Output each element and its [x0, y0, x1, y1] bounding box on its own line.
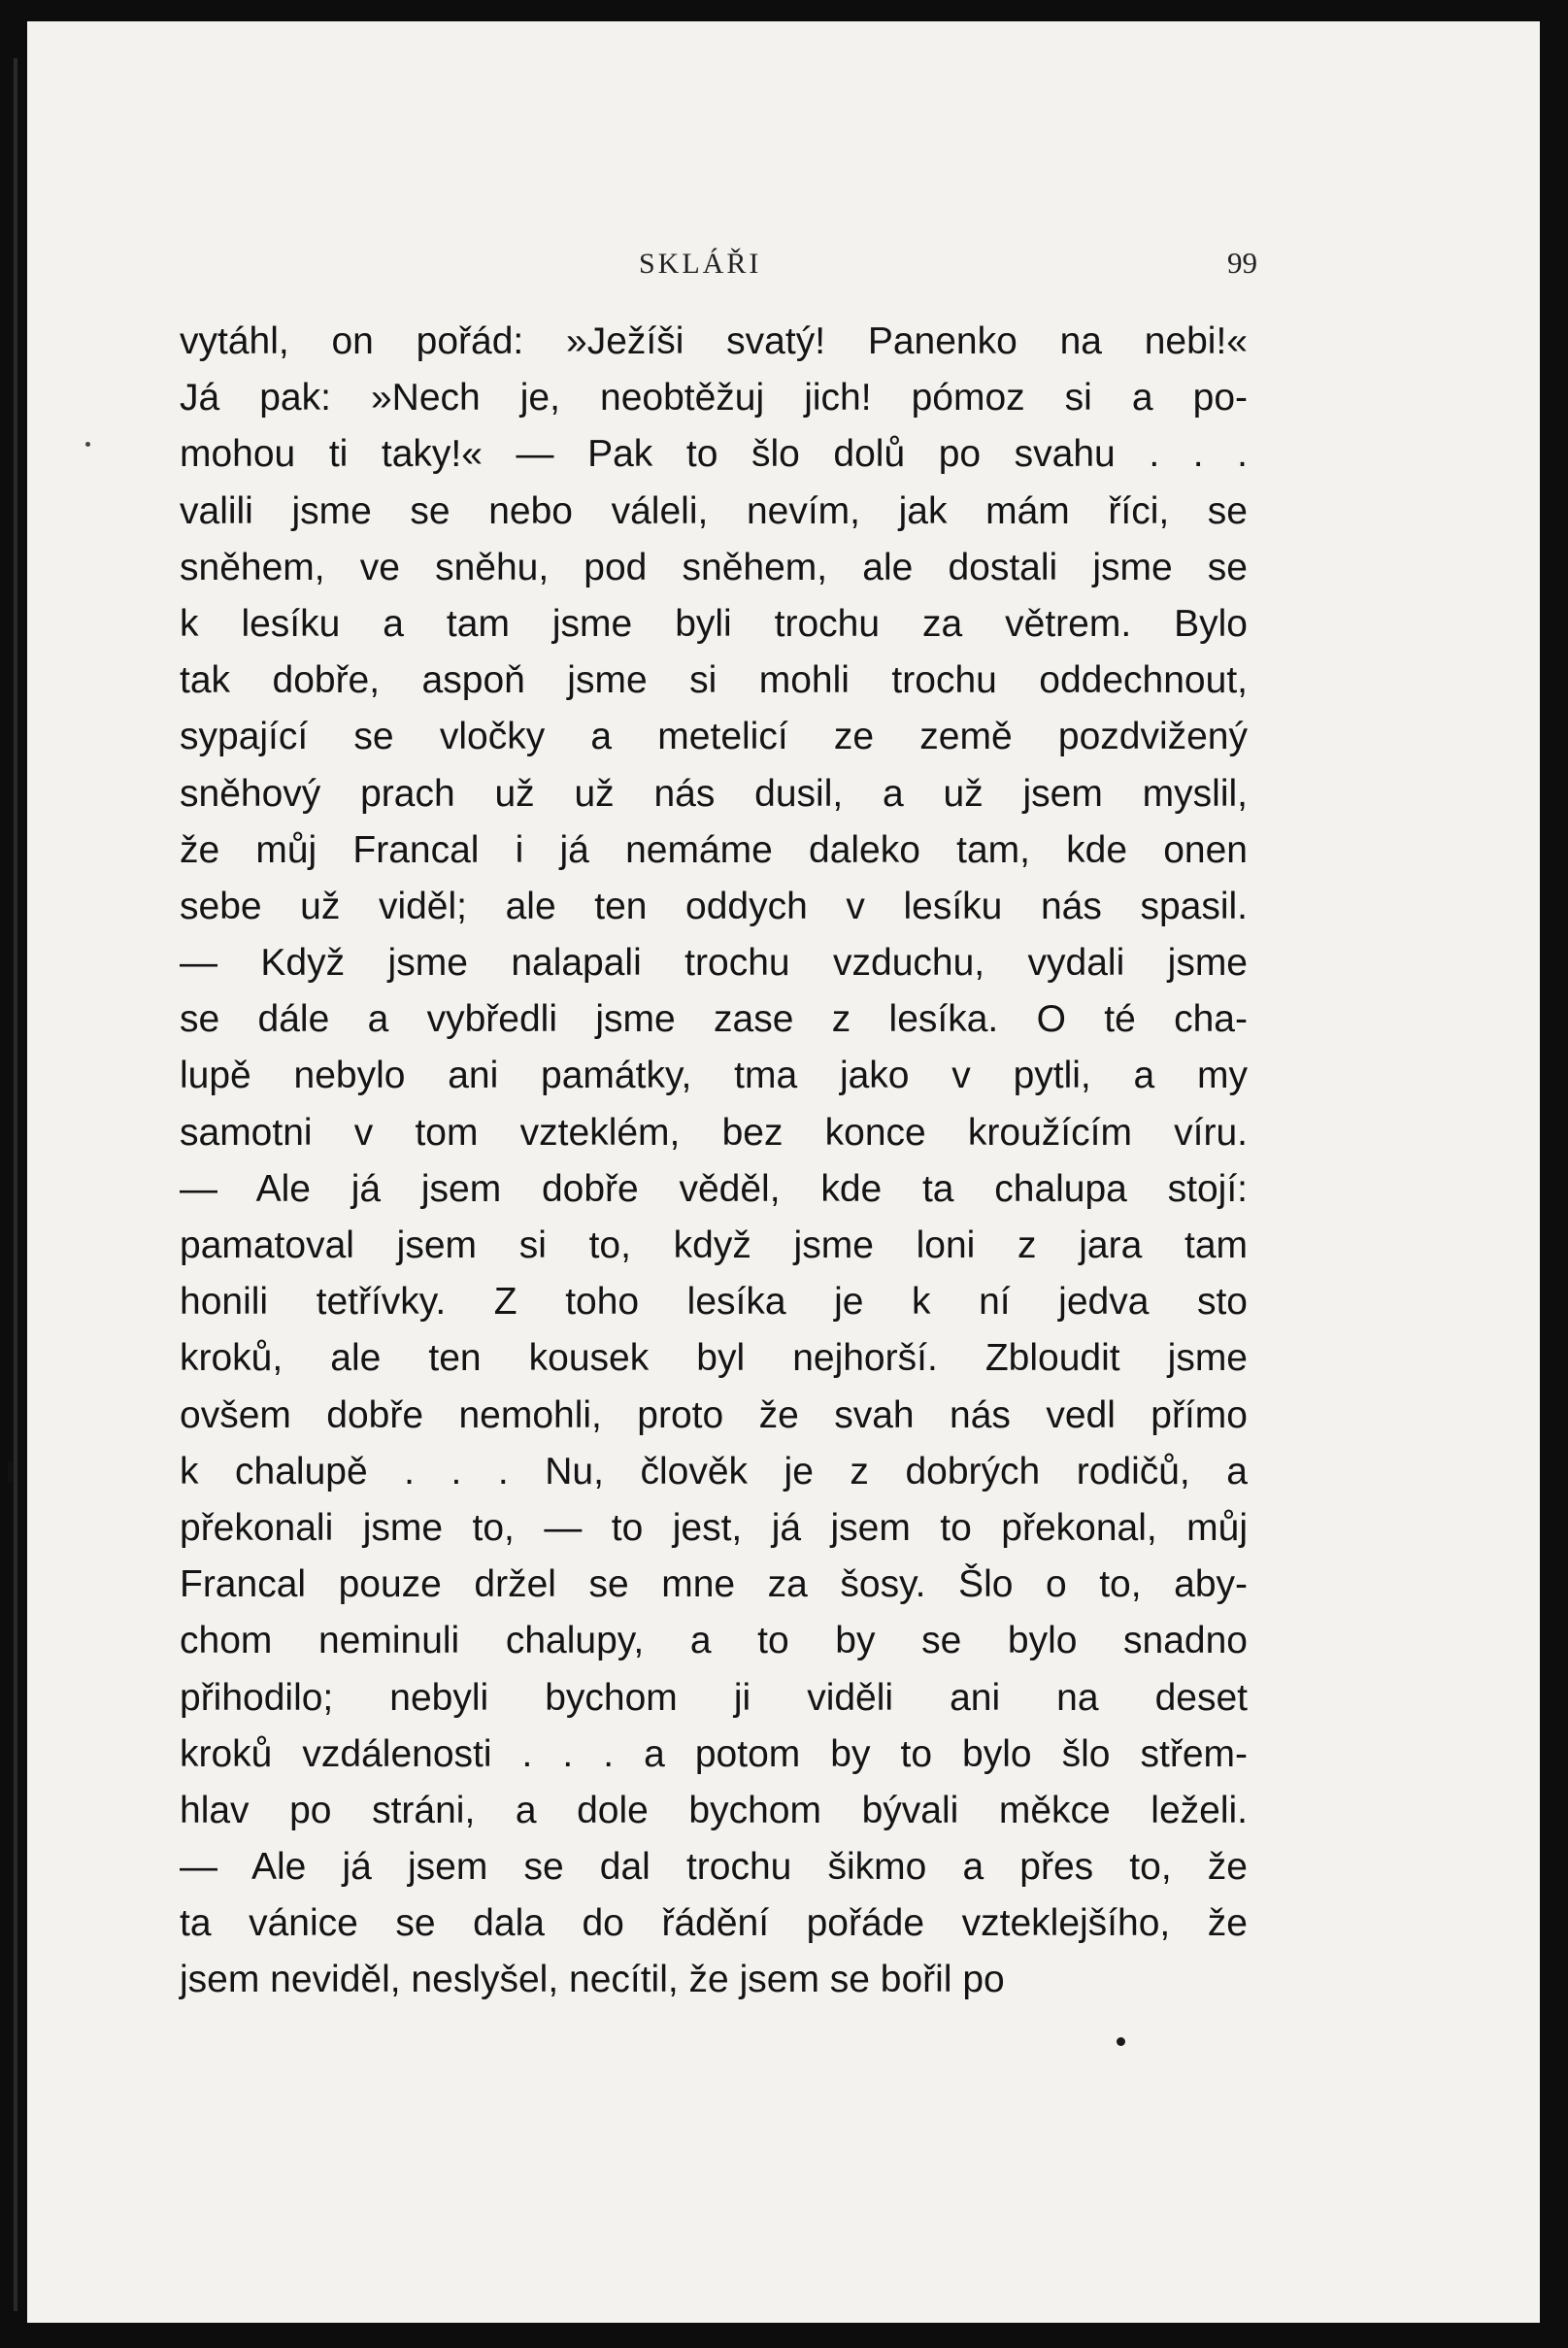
text-line: se dále a vybředli jsme zase z lesíka. O té cha- [180, 998, 1248, 1041]
text-line: ovšem dobře nemohli, proto že svah nás vedl přímo [180, 1393, 1248, 1436]
text-line: samotni v tom vzteklém, bez konce kroužícím víru. [180, 1111, 1248, 1154]
text-line: — Ale já jsem se dal trochu šikmo a přes to, že [180, 1846, 1248, 1889]
text-line: přihodilo; nebyli bychom ji viděli ani na deset [180, 1676, 1248, 1719]
text-line: lupě nebylo ani památky, tma jako v pytli, a my [180, 1055, 1248, 1097]
running-head: SKLÁŘI [639, 248, 762, 280]
speck-mark [1117, 2037, 1125, 2046]
body-text [180, 314, 1248, 2009]
text-line: kroků, ale ten kousek byl nejhorší. Zbloudit jsme [180, 1337, 1248, 1380]
page-number: 99 [1227, 246, 1257, 280]
text-line: chom neminuli chalupy, a to by se bylo snadno [180, 1620, 1248, 1662]
text-line: že můj Francal i já nemáme daleko tam, kde onen [180, 828, 1248, 871]
text-line: překonali jsme to, — to jest, já jsem to překonal, můj [180, 1506, 1248, 1549]
text-line: jsem neviděl, neslyšel, necítil, že jsem se bořil po [180, 1959, 1005, 2001]
text-line: k lesíku a tam jsme byli trochu za větrem. Bylo [180, 602, 1248, 645]
text-line: sypající se vločky a metelicí ze země pozdvižený [180, 716, 1248, 758]
text-line: kroků vzdálenosti . . . a potom by to bylo šlo střem- [180, 1732, 1248, 1775]
text-line: sněhový prach už už nás dusil, a už jsem myslil, [180, 772, 1248, 815]
text-line: sněhem, ve sněhu, pod sněhem, ale dostali jsme se [180, 546, 1248, 588]
scan-mark [8, 1461, 14, 1483]
speck-mark [85, 442, 90, 447]
text-line: — Když jsme nalapali trochu vzduchu, vydali jsme [180, 942, 1248, 985]
text-line: tak dobře, aspoň jsme si mohli trochu oddechnout, [180, 659, 1248, 702]
text-line: Já pak: »Nech je, neobtěžuj jich! pómoz si a po- [180, 377, 1248, 419]
text-line: ta vánice se dala do řádění pořáde vzteklejšího, že [180, 1902, 1248, 1945]
text-line: pamatoval jsem si to, když jsme loni z jara tam [180, 1224, 1248, 1266]
text-line: Francal pouze držel se mne za šosy. Šlo o to, aby- [180, 1563, 1248, 1606]
text-line: honili tetřívky. Z toho lesíka je k ní jedva sto [180, 1281, 1248, 1324]
text-line: vytáhl, on pořád: »Ježíši svatý! Panenko na nebi!« [180, 320, 1248, 362]
text-line: hlav po stráni, a dole bychom bývali měkce leželi. [180, 1789, 1248, 1831]
text-line: mohou ti taky!« — Pak to šlo dolů po svahu . . . [180, 433, 1248, 476]
text-line: k chalupě . . . Nu, člověk je z dobrých rodičů, a [180, 1450, 1248, 1493]
text-line: valili jsme se nebo váleli, nevím, jak mám říci, se [180, 489, 1248, 532]
page-binding-edge [14, 58, 17, 2311]
text-line: — Ale já jsem dobře věděl, kde ta chalupa stojí: [180, 1167, 1248, 1210]
text-line: sebe už viděl; ale ten oddych v lesíku nás spasil. [180, 885, 1248, 927]
